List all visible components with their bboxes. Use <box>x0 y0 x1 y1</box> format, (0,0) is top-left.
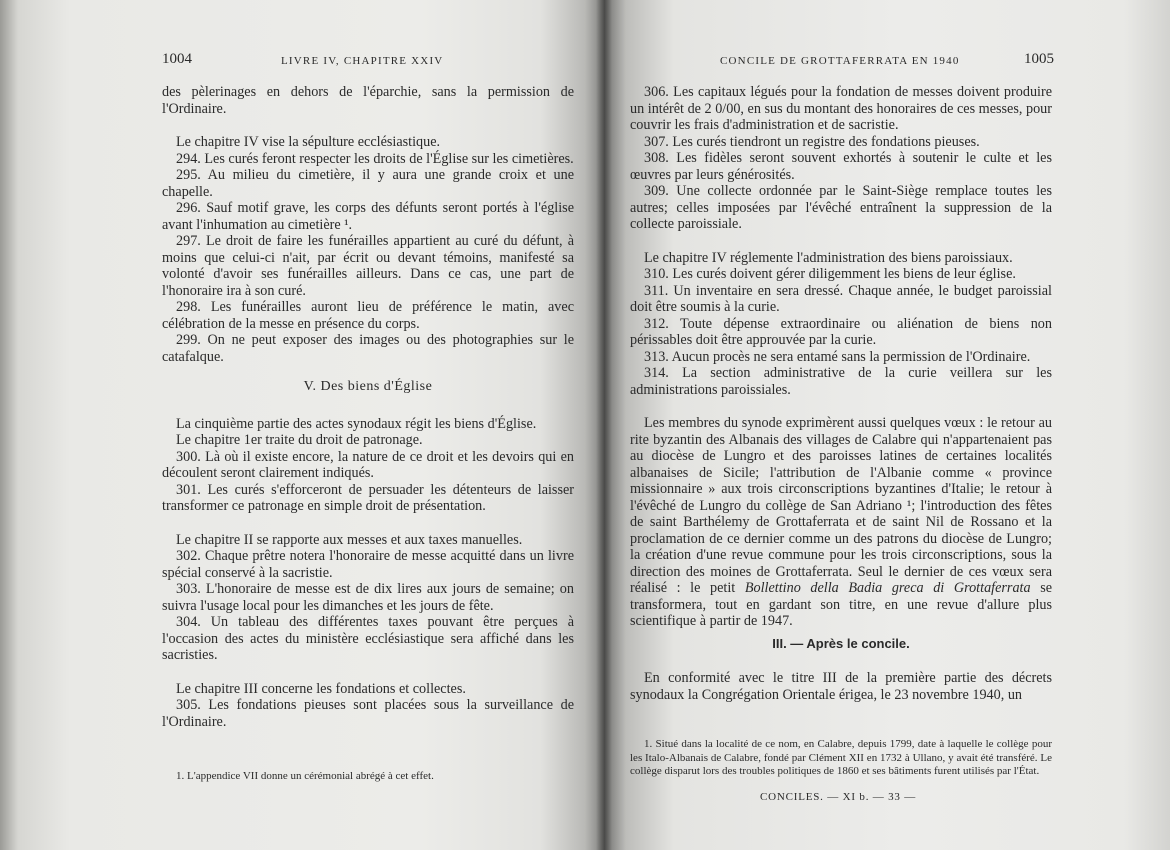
paragraph: 313. Aucun procès ne sera entamé sans la permission de l'Ordinaire. <box>644 348 1031 365</box>
signature-mark: CONCILES. — XI b. — 33 — <box>760 791 917 803</box>
running-head: LIVRE IV, CHAPITRE XXIV <box>281 55 444 67</box>
paragraph: 294. Les curés feront respecter les droits de l'Église sur les cimetières. <box>176 150 574 167</box>
book-gutter <box>596 0 612 850</box>
paragraph: 309. Une collecte ordonnée par le Saint-Siège remplace toutes les autres; celles imposées par l'évêché entraînent la suppression de la collecte paroissiale. <box>630 183 1052 232</box>
paragraph: La cinquième partie des actes synodaux régit les biens d'Église. <box>176 415 537 432</box>
running-head: CONCILE DE GROTTAFERRATA EN 1940 <box>720 55 960 67</box>
paragraph: 306. Les capitaux légués pour la fondation de messes doivent produire un intérêt de 2 0/00, en sus du montant des honoraires de ces messes, pour couvrir les frais d'administration et de sacristie. <box>630 84 1052 133</box>
paragraph: 308. Les fidèles seront souvent exhortés à soutenir le culte et les œuvres par leurs générosités. <box>630 150 1052 183</box>
footnote <box>630 738 1052 779</box>
paragraph: Le chapitre II se rapporte aux messes et aux taxes manuelles. <box>176 531 523 548</box>
paragraph: 310. Les curés doivent gérer diligemment les biens de leur église. <box>644 266 1016 282</box>
page-body <box>630 84 1052 703</box>
paragraph: 304. Un tableau des différentes taxes pouvant être perçues à l'occasion des actes du ministère ecclésiastique sera affiché dans les sacristies. <box>162 614 574 663</box>
paragraph: 296. Sauf motif grave, les corps des défunts seront portés à l'église avant l'inhumation au cimetière ¹. <box>162 200 574 233</box>
paragraph: 295. Au milieu du cimetière, il y aura une grande croix et une chapelle. <box>162 167 574 200</box>
paragraph: Le chapitre IV réglemente l'administration des biens paroissiaux. <box>644 249 1013 266</box>
paragraph: Le chapitre 1er traite du droit de patronage. <box>176 432 423 448</box>
footnote <box>162 770 574 784</box>
paragraph: 311. Un inventaire en sera dressé. Chaque année, le budget paroissial doit être soumis à la curie. <box>630 282 1052 315</box>
paragraph: 300. Là où il existe encore, la nature de ce droit et les devoirs qui en découlent seront clairement indiqués. <box>162 448 574 481</box>
paragraph: Le chapitre III concerne les fondations et collectes. <box>176 680 466 697</box>
paragraph-text: se transformera, tout en gardant son titre, en une revue d'allure plus scientifique à partir de 1947. <box>630 580 1053 629</box>
paragraph-text: Les membres du synode exprimèrent aussi quelques vœux : le retour au rite byzantin des Albanais des villages de Calabre qui n'appartenaient pas au diocèse de Lungro et des paroisses latines de certaines localités albanaises de Sicile; l'attribution de l'Albanie comme « province missionnaire » aux trois circonscriptions byzantines d'Italie; le retour à l'évêché de Lungro du collège de San Adriano ¹; l'introduction des fêtes de saint Barthélemy de Grottaferrata et de saint Nil de Rossano et la proclamation de ce dernier comme un des patrons du diocèse de Lungro; la création d'une revue commune pour les trois circonscriptions, sous la direction des moines de Grottaferrata. Seul le dernier de ces vœux sera réalisé : le petit <box>630 415 1052 596</box>
paragraph: 307. Les curés tiendront un registre des fondations pieuses. <box>644 133 980 150</box>
footnote-text: 1. L'appendice VII donne un cérémonial abrégé à cet effet. <box>176 770 434 782</box>
paragraph: Le chapitre IV vise la sépulture ecclésiastique. <box>176 134 441 150</box>
paragraph: 303. L'honoraire de messe est de dix lires aux jours de semaine; on suivra l'usage local pour les dimanches et les jours de fête. <box>162 581 574 614</box>
paragraph: 299. On ne peut exposer des images ou des photographies sur le catafalque. <box>162 332 574 365</box>
paragraph: En conformité avec le titre III de la première partie des décrets synodaux la Congrégation Orientale érigea, le 23 novembre 1940, un <box>630 670 1052 703</box>
page-body <box>162 84 574 730</box>
footnote-text: 1. Situé dans la localité de ce nom, en Calabre, depuis 1799, date à laquelle le collège pour les Italo-Albanais de Calabre, fondé par Clément XII en 1732 à Ullano, y avait été transféré. Le collège disparut lors des troubles politiques de 1860 et ses bâtiments furent utilisés par l'État. <box>630 738 1052 777</box>
paragraph: 312. Toute dépense extraordinaire ou aliénation de biens non périssables doit être approuvée par la curie. <box>630 315 1052 348</box>
paragraph: 301. Les curés s'efforceront de persuader les détenteurs de laisser transformer ce patronage en simple droit de présentation. <box>162 481 574 514</box>
paragraph <box>630 415 1052 630</box>
paragraph: 297. Le droit de faire les funérailles appartient au curé du défunt, à moins que celui-ci n'ait, par écrit ou devant témoins, manifesté sa volonté d'avoir ses funérailles ailleurs. Dans ce cas, une part de l'honoraire ira à son curé. <box>162 233 574 299</box>
paragraph: 314. La section administrative de la curie veillera sur les administrations paroissiales. <box>630 365 1052 398</box>
right-page <box>604 0 1170 850</box>
paragraph: 305. Les fondations pieuses sont placées sous la surveillance de l'Ordinaire. <box>162 697 574 730</box>
paragraph: 298. Les funérailles auront lieu de préférence le matin, avec célébration de la messe en présence du corps. <box>162 299 574 332</box>
journal-title: Bollettino della Badia greca di Grottaferrata <box>744 580 1031 596</box>
paragraph: des pèlerinages en dehors de l'éparchie, sans la permission de l'Ordinaire. <box>162 84 574 117</box>
paragraph: 302. Chaque prêtre notera l'honoraire de messe acquitté dans un livre spécial conservé à la sacristie. <box>162 548 574 581</box>
page-number: 1005 <box>1024 51 1054 67</box>
section-heading: III. — Après le concile. <box>772 635 910 651</box>
page-number: 1004 <box>162 51 192 67</box>
section-heading: V. Des biens d'Église <box>303 379 433 394</box>
